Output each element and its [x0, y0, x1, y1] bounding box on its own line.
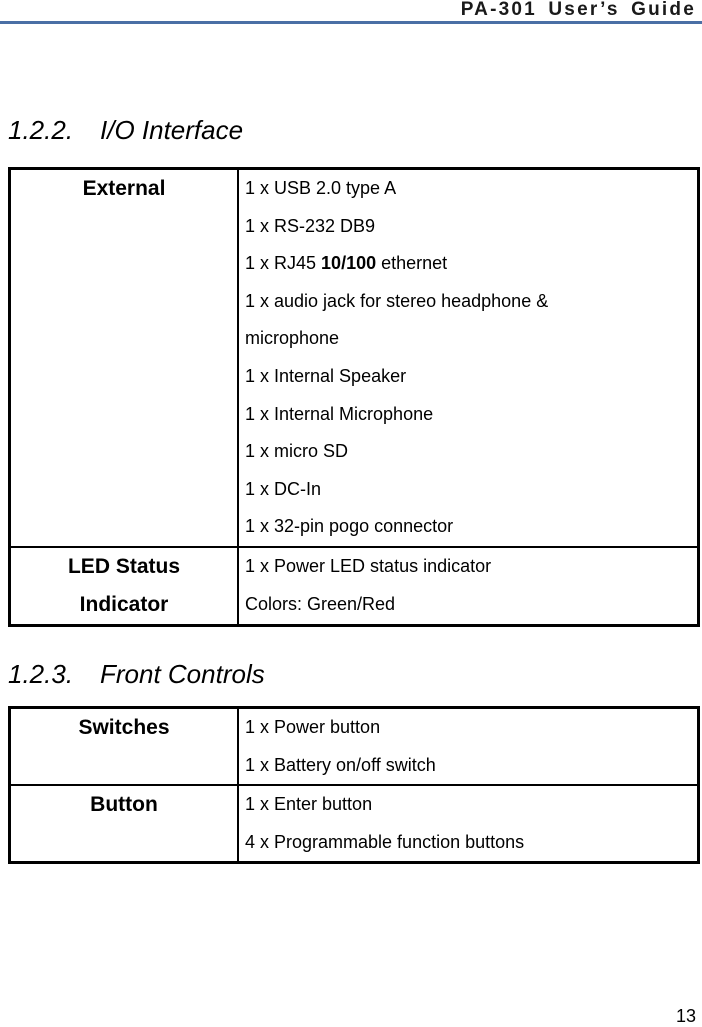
spec-line: 4 x Programmable function buttons [245, 831, 525, 852]
spec-line: 1 x 32-pin pogo connector [245, 516, 454, 537]
section-title: I/O Interface [100, 115, 244, 145]
spec-line: 1 x Battery on/off switch [245, 754, 436, 775]
table-row [10, 708, 699, 786]
section-number: 1.2.3. [8, 659, 74, 689]
section-heading-front-controls [8, 659, 265, 690]
row-value-led-status [238, 547, 699, 626]
row-label-button [10, 785, 239, 863]
header-divider [0, 21, 702, 24]
row-value-switches [238, 708, 699, 786]
row-label-switches [10, 708, 239, 786]
spec-line: 1 x RS-232 DB9 [245, 215, 376, 236]
table-row [10, 785, 699, 863]
spec-line: Colors: Green/Red [245, 593, 396, 614]
row-label-led-status [10, 547, 239, 626]
io-interface-table [8, 167, 700, 627]
row-label-text: Switches [78, 716, 170, 739]
row-label-text: LED Status [67, 555, 180, 578]
row-label-text: Indicator [79, 593, 169, 616]
spec-line: 1 x Internal Microphone [245, 403, 434, 424]
row-label-text: External [82, 177, 166, 200]
table-row [10, 547, 699, 626]
spec-line-rj45 [245, 245, 693, 283]
row-label-external [10, 169, 239, 548]
spec-line: 1 x Power button [245, 717, 381, 737]
document-title: PA-301 User’s Guide [460, 0, 696, 20]
row-label-text: Button [90, 793, 158, 817]
row-value-external [238, 169, 699, 548]
row-value-button [238, 785, 699, 863]
spec-line: 1 x audio jack for stereo headphone & [245, 290, 549, 311]
front-controls-table [8, 706, 700, 864]
spec-line: 1 x USB 2.0 type A [245, 178, 397, 198]
rj45-speed: 10/100 [321, 253, 377, 274]
page-header [0, 0, 702, 24]
spec-line: 1 x Internal Speaker [245, 365, 407, 386]
section-number: 1.2.2. [8, 115, 74, 145]
table-row [10, 169, 699, 548]
page-number: 13 [675, 1006, 696, 1026]
rj45-suffix: ethernet [376, 253, 448, 274]
section-title: Front Controls [100, 659, 265, 689]
section-heading-io-interface [8, 115, 243, 146]
spec-line: 1 x Power LED status indicator [245, 556, 492, 576]
spec-line: microphone [245, 328, 340, 349]
rj45-prefix: 1 x RJ45 [245, 253, 322, 274]
spec-line: 1 x micro SD [245, 441, 349, 462]
spec-line: 1 x Enter button [245, 794, 373, 815]
spec-line: 1 x DC-In [245, 478, 322, 499]
